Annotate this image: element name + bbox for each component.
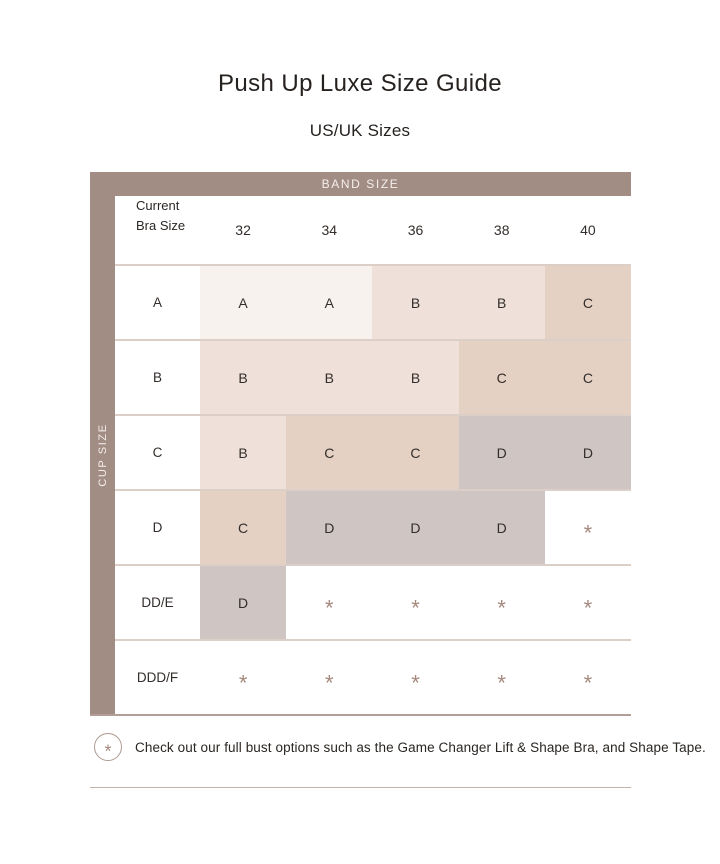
size-guide-table: [90, 172, 631, 716]
table-row-cup-dd-e: [115, 564, 631, 639]
table-header-row: [115, 196, 631, 264]
size-cell: B: [372, 266, 458, 339]
size-cell: B: [459, 266, 545, 339]
size-cell: D: [459, 416, 545, 489]
size-cell: C: [545, 341, 631, 414]
size-cell: C: [286, 416, 372, 489]
size-cell: C: [200, 491, 286, 564]
asterisk-circle-icon: [94, 733, 122, 761]
size-cell: B: [286, 341, 372, 414]
size-cell: D: [200, 566, 286, 639]
cup-size-label: D: [152, 520, 163, 535]
size-cell-star: *: [200, 641, 286, 714]
band-size-32: 32: [235, 222, 251, 238]
table-row-cup-d: [115, 489, 631, 564]
size-cell-star: *: [372, 641, 458, 714]
page-title: Push Up Luxe Size Guide: [217, 70, 503, 97]
cup-size-label: C: [152, 445, 163, 460]
table-row-cup-c: [115, 414, 631, 489]
corner-label: [115, 196, 200, 264]
size-cell: B: [200, 416, 286, 489]
cup-size-vertical-label: CUP SIZE: [96, 423, 109, 487]
size-cell-star: *: [286, 641, 372, 714]
size-cell: B: [372, 341, 458, 414]
band-size-36: 36: [407, 222, 424, 238]
table-row-cup-ddd-f: [115, 639, 631, 714]
size-cell: D: [286, 491, 372, 564]
band-size-40: 40: [580, 222, 596, 238]
footnote-text: Check out our full bust options such as the Game Changer Lift & Shape Bra, and Shape Tape.: [135, 739, 706, 755]
footnote: [94, 733, 706, 761]
band-size-34: 34: [321, 222, 338, 238]
size-cell-star: *: [459, 641, 545, 714]
size-cell-star: *: [545, 641, 631, 714]
cup-size-label: A: [152, 295, 162, 310]
size-cell: A: [286, 266, 372, 339]
band-size-header: BAND SIZE: [90, 172, 631, 196]
cup-size-label: DD/E: [141, 595, 174, 610]
table-body: [90, 196, 631, 716]
corner-label-line2: Bra Size: [136, 218, 186, 234]
size-cell-star: *: [545, 491, 631, 564]
size-cell: D: [459, 491, 545, 564]
cup-size-label: B: [152, 370, 162, 385]
size-cell: A: [200, 266, 286, 339]
page-subtitle: US/UK Sizes: [309, 121, 411, 140]
size-cell-star: *: [545, 566, 631, 639]
band-size-38: 38: [493, 222, 510, 238]
asterisk-glyph: *: [104, 740, 112, 761]
size-cell-star: *: [372, 566, 458, 639]
size-cell: B: [200, 341, 286, 414]
bottom-divider: [90, 787, 631, 788]
size-cell: D: [545, 416, 631, 489]
size-cell: C: [545, 266, 631, 339]
size-cell: C: [372, 416, 458, 489]
size-cell-star: *: [459, 566, 545, 639]
table-row-cup-b: [115, 339, 631, 414]
cup-size-label: DDD/F: [136, 670, 179, 685]
size-cell: D: [372, 491, 458, 564]
table-grid: [115, 196, 631, 714]
cup-size-strip: [90, 196, 115, 714]
size-cell: C: [459, 341, 545, 414]
corner-label-line1: Current: [136, 198, 180, 213]
table-row-cup-a: [115, 264, 631, 339]
size-cell-star: *: [286, 566, 372, 639]
